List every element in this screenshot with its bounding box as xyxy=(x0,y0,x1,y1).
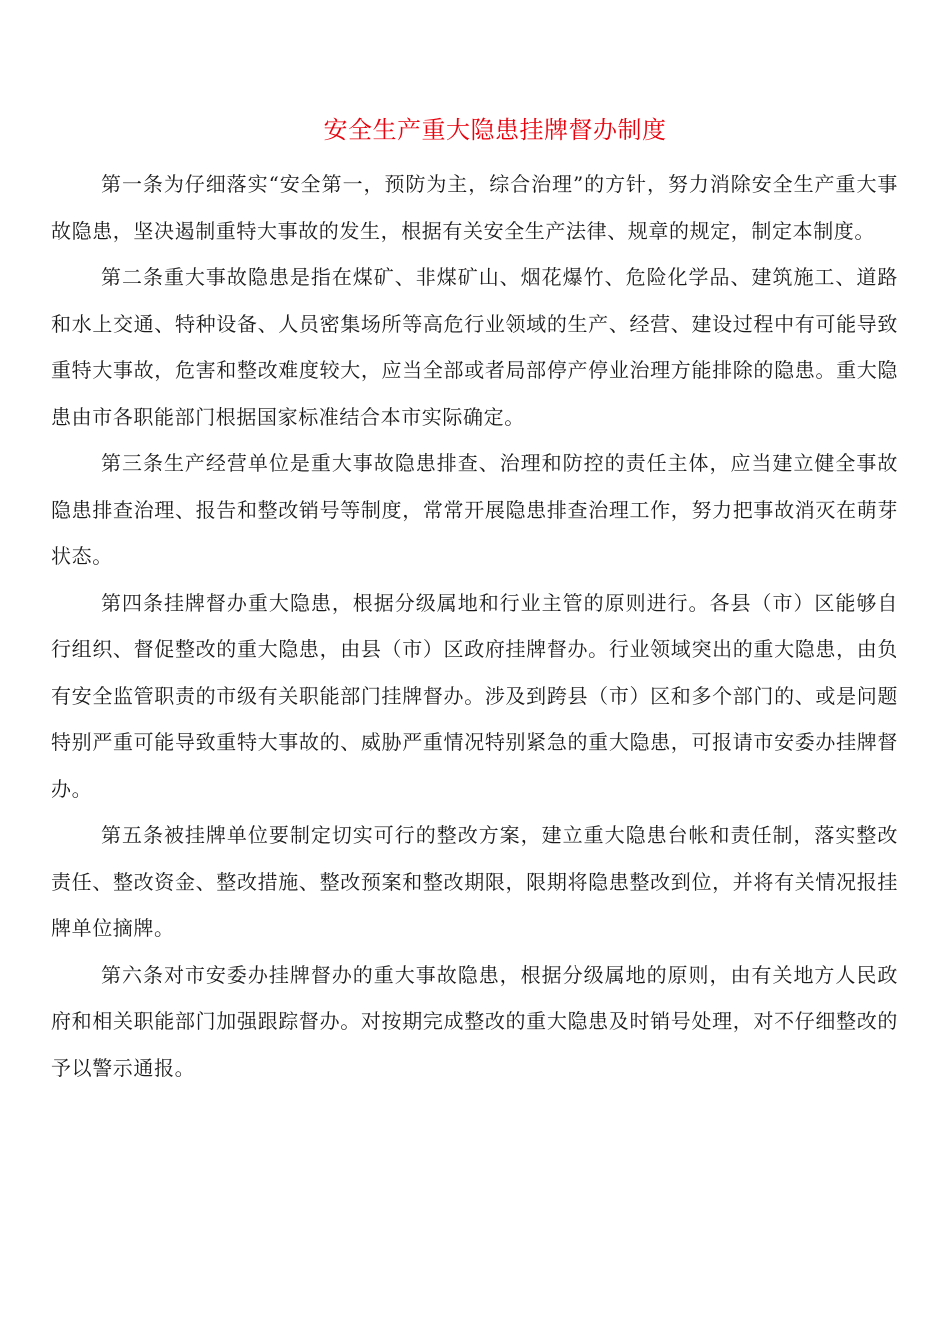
article-4-paragraph: 第四条挂牌督办重大隐患，根据分级属地和行业主管的原则进行。各县（市）区能够自行组织、督促整改的重大隐患，由县（市）区政府挂牌督办。行业领域突出的重大隐患，由负有安全监管职责的市级有关职能部门挂牌督办。涉及到跨县（市）区和多个部门的、或是问题特别严重可能导致重特大事故的、威胁严重情况特别紧急的重大隐患，可报请市安委办挂牌督办。 xyxy=(51,590,898,801)
document-title: 安全生产重大隐患挂牌督办制度 xyxy=(323,116,667,144)
article-6-paragraph: 第六条对市安委办挂牌督办的重大事故隐患，根据分级属地的原则，由有关地方人民政府和相关职能部门加强跟踪督办。对按期完成整改的重大隐患及时销号处理，对不仔细整改的予以警示通报。 xyxy=(51,962,898,1080)
article-3-paragraph: 第三条生产经营单位是重大事故隐患排查、治理和防控的责任主体，应当建立健全事故隐患排查治理、报告和整改销号等制度，常常开展隐患排查治理工作，努力把事故消灭在萌芽状态。 xyxy=(51,451,898,568)
article-1-paragraph: 第一条为仔细落实“安全第一，预防为主，综合治理”的方针，努力消除安全生产重大事故隐患，坚决遏制重特大事故的发生，根据有关安全生产法律、规章的规定，制定本制度。 xyxy=(51,172,898,243)
article-2-paragraph: 第二条重大事故隐患是指在煤矿、非煤矿山、烟花爆竹、危险化学品、建筑施工、道路和水上交通、特种设备、人员密集场所等高危行业领域的生产、经营、建设过程中有可能导致重特大事故，危害和整改难度较大，应当全部或者局部停产停业治理方能排除的隐患。重大隐患由市各职能部门根据国家标准结合本市实际确定。 xyxy=(51,265,898,429)
document-body xyxy=(51,161,898,1091)
article-5-paragraph: 第五条被挂牌单位要制定切实可行的整改方案，建立重大隐患台帐和责任制，落实整改责任、整改资金、整改措施、整改预案和整改期限，限期将隐患整改到位，并将有关情况报挂牌单位摘牌。 xyxy=(51,823,898,940)
